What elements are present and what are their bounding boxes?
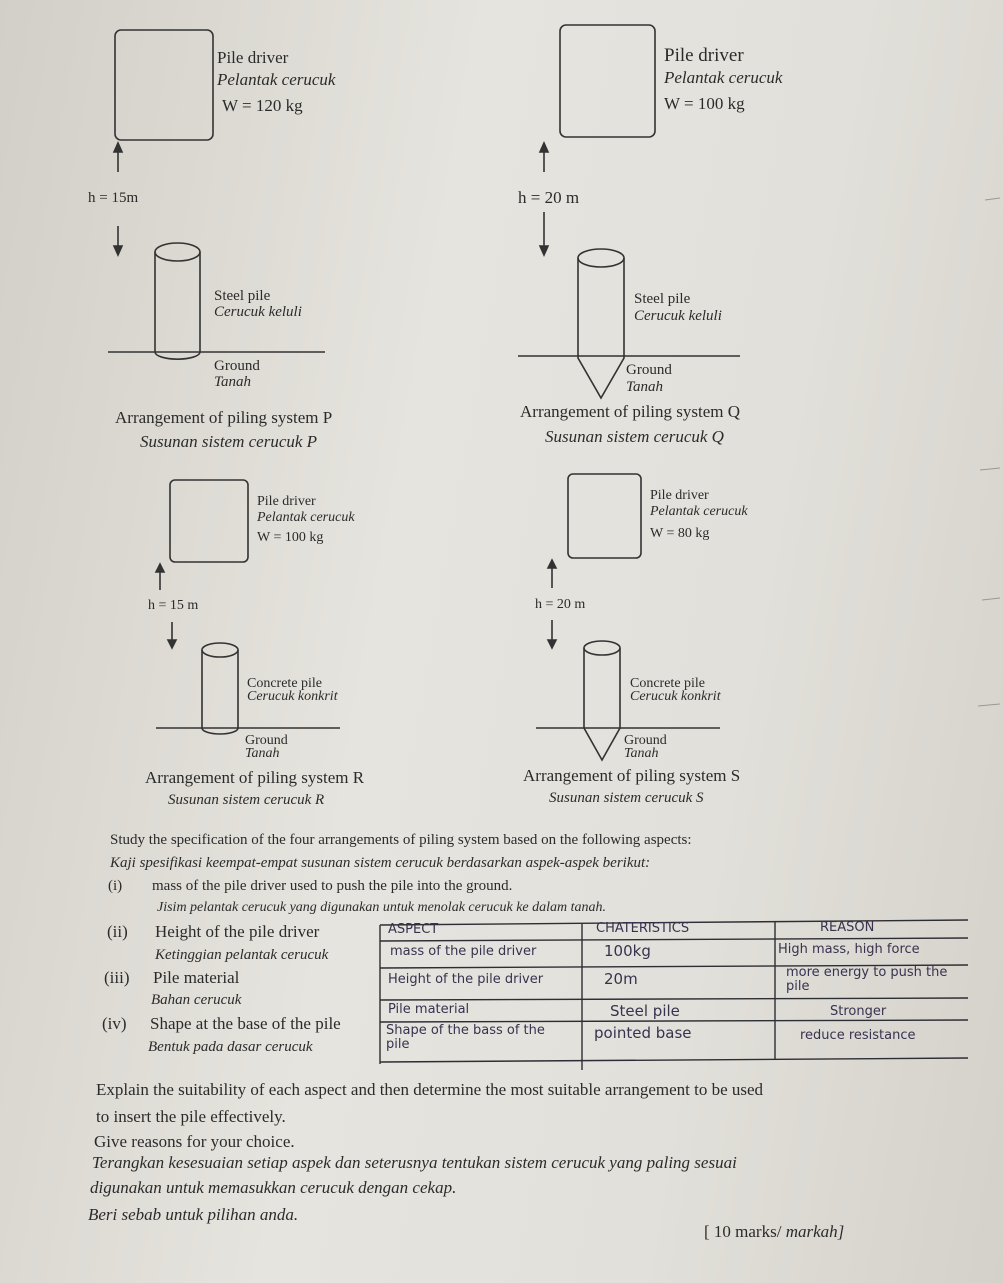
explain-ms-line-2: digunakan untuk memasukkan cerucuk dengan cekap. — [90, 1178, 457, 1197]
q-pile-ms: Cerucuk keluli — [634, 308, 722, 324]
s-pile-ms: Cerucuk konkrit — [630, 689, 721, 704]
aspect-2-en: Height of the pile driver — [155, 922, 320, 941]
r-ground-ms: Tanah — [245, 746, 280, 761]
s-driver-en: Pile driver — [650, 488, 709, 503]
r-caption-en: Arrangement of piling system R — [145, 768, 365, 787]
steel-pile-q — [578, 258, 624, 398]
explain-en-line-1: Explain the suitability of each aspect and then determine the most suitable arrangement to be used — [96, 1080, 764, 1099]
table-header-aspect: ASPECT — [388, 922, 439, 937]
aspect-2-num: (ii) — [107, 922, 128, 941]
r-pile-en: Concrete pile — [247, 676, 323, 691]
r-driver-ms: Pelantak cerucuk — [257, 510, 355, 525]
aspect-1-num: (i) — [108, 878, 123, 894]
aspect-3-en: Pile material — [153, 968, 240, 987]
q-height: h = 20 m — [518, 188, 580, 207]
table-row-1-aspect: mass of the pile driver — [390, 944, 537, 959]
table-row-2-aspect: Height of the pile driver — [388, 972, 544, 987]
p-height: h = 15m — [88, 190, 139, 206]
margin-pencil-marks — [978, 198, 1000, 706]
reasons-ms: Beri sebab untuk pilihan anda. — [88, 1205, 299, 1224]
s-ground-ms: Tanah — [624, 746, 659, 761]
r-pile-ms: Cerucuk konkrit — [247, 689, 338, 704]
p-driver-ms: Pelantak cerucuk — [217, 70, 336, 89]
pile-driver-box-q — [560, 25, 655, 137]
s-height: h = 20 m — [535, 597, 586, 612]
table-row-4-aspect: Shape of the bass of the pile — [386, 1023, 545, 1052]
table-row-4-characteristic: pointed base — [594, 1024, 692, 1042]
r-ground-en: Ground — [245, 733, 288, 748]
question-intro-en: Study the specification of the four arrangements of piling system based on the following aspects: — [110, 832, 692, 848]
r-height: h = 15 m — [148, 598, 199, 613]
table-row-3-aspect: Pile material — [388, 1002, 470, 1017]
p-driver-en: Pile driver — [217, 48, 289, 67]
q-caption-ms: Susunan sistem cerucuk Q — [545, 427, 724, 446]
table-row-2-reason: more energy to push the pile — [786, 965, 948, 994]
aspect-3-ms: Bahan cerucuk — [151, 992, 242, 1008]
aspect-4-ms: Bentuk pada dasar cerucuk — [148, 1039, 313, 1055]
marks-label — [704, 1222, 844, 1242]
r-caption-ms: Susunan sistem cerucuk R — [168, 792, 325, 808]
pile-driver-box-s — [568, 474, 641, 558]
q-pile-en: Steel pile — [634, 291, 691, 307]
q-driver-ms: Pelantak cerucuk — [664, 68, 783, 87]
table-row-3-reason: Stronger — [830, 1004, 887, 1019]
aspect-3-num: (iii) — [104, 968, 130, 987]
q-driver-en: Pile driver — [664, 45, 744, 66]
table-row-4-reason: reduce resistance — [800, 1028, 916, 1043]
table-row-3-characteristic: Steel pile — [610, 1002, 680, 1020]
question-intro-ms: Kaji spesifikasi keempat-empat susunan sistem cerucuk berdasarkan aspek-aspek berikut: — [110, 855, 651, 871]
marks-en: [ 10 marks/ — [704, 1222, 782, 1241]
p-pile-ms: Cerucuk keluli — [214, 304, 302, 320]
s-caption-en: Arrangement of piling system S — [523, 766, 741, 785]
p-ground-en: Ground — [214, 358, 260, 374]
q-caption-en: Arrangement of piling system Q — [520, 402, 741, 421]
reasons-en: Give reasons for your choice. — [94, 1132, 295, 1151]
p-weight: W = 120 kg — [222, 96, 303, 115]
r-driver-en: Pile driver — [257, 494, 316, 509]
table-row-1-characteristic: 100kg — [604, 942, 651, 960]
explain-en-line-2: to insert the pile effectively. — [96, 1107, 286, 1126]
p-ground-ms: Tanah — [214, 374, 251, 390]
s-driver-ms: Pelantak cerucuk — [650, 504, 748, 519]
pile-driver-box-r — [170, 480, 248, 562]
aspect-4-en: Shape at the base of the pile — [150, 1014, 341, 1033]
s-ground-en: Ground — [624, 733, 667, 748]
table-row-1-reason: High mass, high force — [778, 942, 920, 957]
s-caption-ms: Susunan sistem cerucuk S — [549, 790, 704, 806]
pile-driver-box-p — [115, 30, 213, 140]
aspect-1-ms: Jisim pelantak cerucuk yang digunakan untuk menolak cerucuk ke dalam tanah. — [157, 900, 607, 915]
concrete-pile-s — [584, 648, 620, 760]
table-header-reason: REASON — [820, 920, 875, 935]
s-weight: W = 80 kg — [650, 526, 710, 541]
aspect-2-ms: Ketinggian pelantak cerucuk — [155, 947, 329, 963]
aspect-1-en: mass of the pile driver used to push the pile into the ground. — [152, 878, 513, 894]
p-pile-en: Steel pile — [214, 288, 271, 304]
steel-pile-p — [155, 252, 200, 359]
q-weight: W = 100 kg — [664, 94, 745, 113]
explain-ms-line-1: Terangkan kesesuaian setiap aspek dan seterusnya tentukan sistem cerucuk yang paling sesuai — [92, 1153, 737, 1172]
r-weight: W = 100 kg — [257, 530, 324, 545]
q-ground-en: Ground — [626, 362, 672, 378]
table-header-characteristics: CHATERISTICS — [596, 921, 690, 936]
concrete-pile-r — [202, 650, 238, 734]
p-caption-en: Arrangement of piling system P — [115, 408, 333, 427]
marks-ms: markah] — [785, 1222, 845, 1241]
s-pile-en: Concrete pile — [630, 676, 706, 691]
table-row-2-characteristic: 20m — [604, 970, 638, 988]
q-ground-ms: Tanah — [626, 379, 663, 395]
aspect-4-num: (iv) — [102, 1014, 127, 1033]
p-caption-ms: Susunan sistem cerucuk P — [140, 432, 318, 451]
